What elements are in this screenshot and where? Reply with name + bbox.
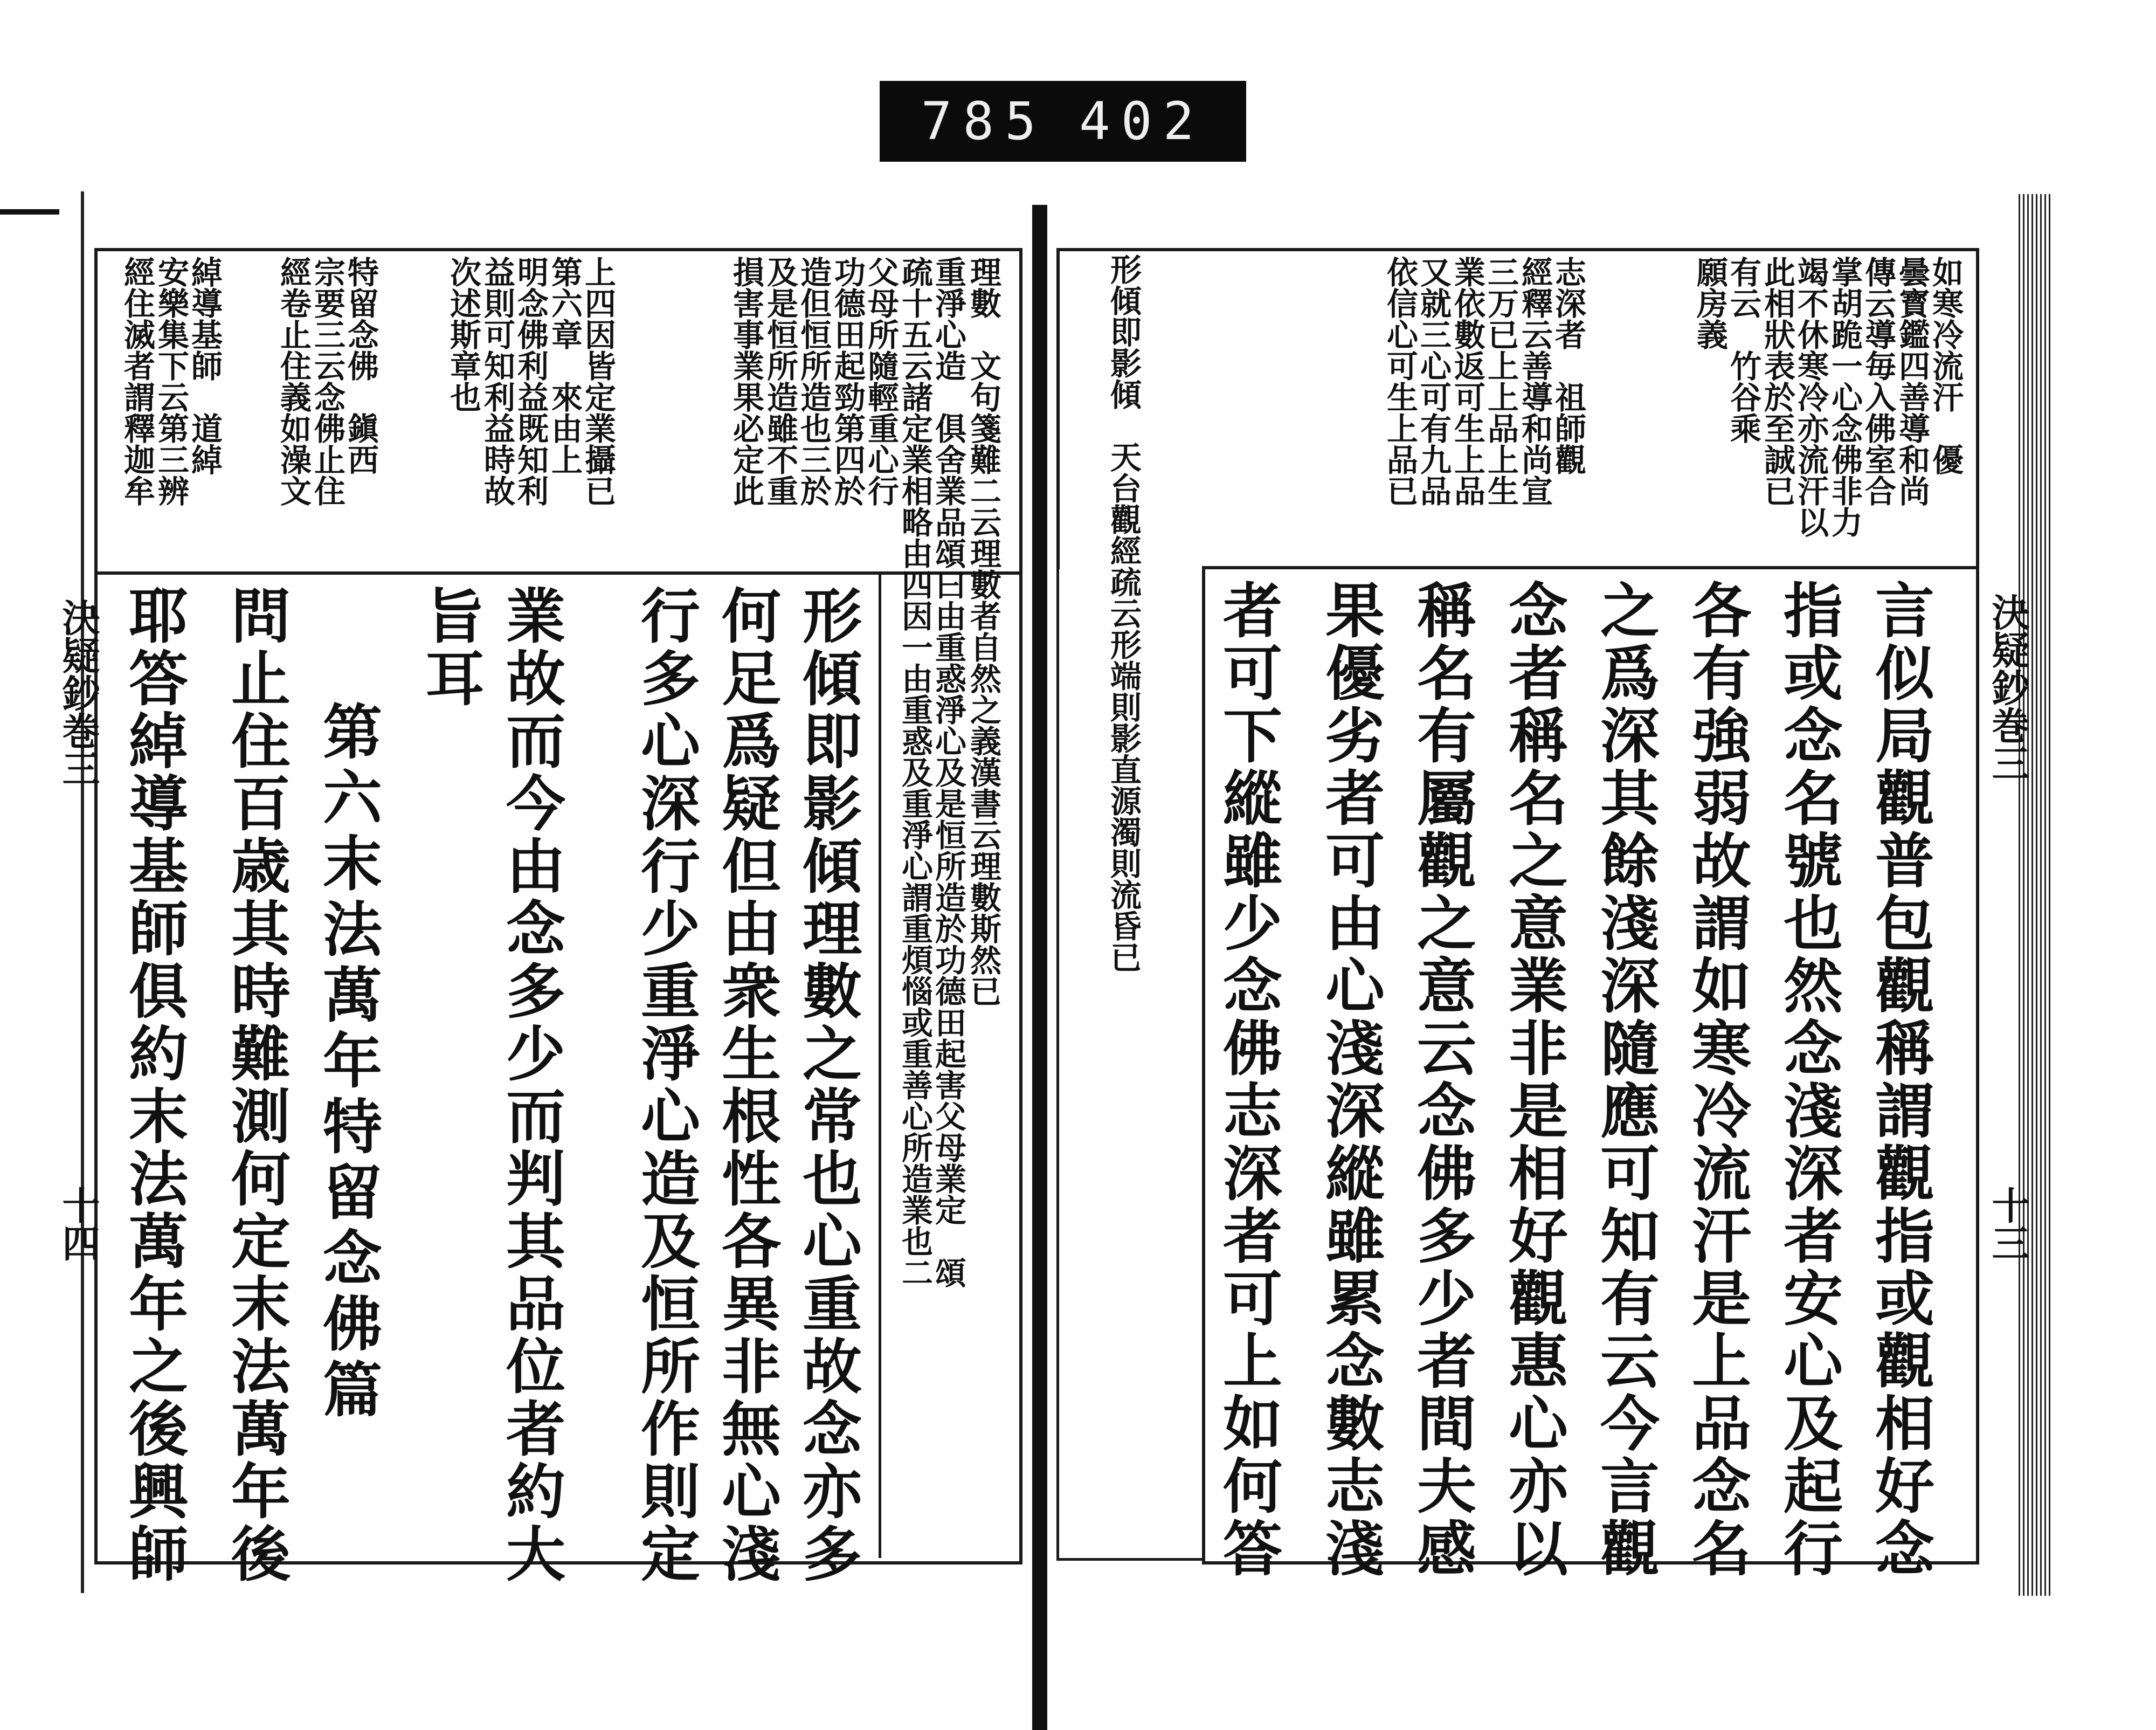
head-note: 有云 竹谷乘: [1725, 256, 1761, 444]
main-column: 各有強弱故謂如寒冷流汗是上品念名: [1682, 580, 1752, 1580]
main-column: 旨耳: [416, 585, 485, 710]
head-note: 此相狀表於至誠已: [1759, 256, 1795, 506]
head-note: 傳云導毎入佛室合: [1860, 256, 1896, 506]
main-column: 指或念名號也然念淺深者安心及起行: [1774, 580, 1843, 1580]
left-folio-number: 十四: [56, 1186, 101, 1262]
head-note: 疏十五云諸定業相略由四因一由重惑及重淨心謂重煩惱或重善心所造業也二: [896, 256, 933, 1288]
catalog-label: [880, 81, 1246, 162]
head-note: 業依數返可生上品: [1449, 256, 1485, 506]
head-note: 次述斯章也: [445, 256, 481, 412]
right-folio-number: 十三: [1986, 1186, 2030, 1262]
catalog-number-left: 785: [921, 91, 1047, 151]
head-note: 特留念佛 鎭西: [342, 256, 379, 475]
main-column: 果優劣者可由心淺深縱雖累念數志淺: [1316, 580, 1385, 1580]
head-note: 功德田起勁第四於: [829, 256, 866, 506]
head-note: 上四因皆定業攝已: [579, 256, 616, 506]
book-gutter: [1032, 205, 1047, 1730]
head-note: 綽導基師 道綽: [186, 256, 223, 475]
main-column: 耶答綽導基師俱約末法萬年之後興師: [119, 585, 189, 1586]
head-note: 志深者 祖師觀: [1550, 256, 1586, 475]
head-note: 宗要三云念佛止住: [309, 256, 345, 506]
head-note: 經釋云善導和尚宣: [1516, 256, 1553, 506]
catalog-number-right: 402: [1079, 91, 1205, 151]
main-column: 行多心深行少重淨心造及恒所作則定: [631, 585, 701, 1586]
right-margin-title: 決疑鈔巻三: [1986, 593, 2030, 782]
head-note: 益則可知利益時故: [479, 256, 515, 506]
right-sidenote-frame: [1056, 1558, 1205, 1561]
main-column: 言似局觀普包觀稱謂觀指或觀相好念: [1865, 580, 1935, 1580]
main-column: 稱名有屬觀之意云念佛多少者間夫感: [1407, 580, 1477, 1580]
chapter-title: 第六末法萬年特留念佛篇: [313, 701, 383, 1424]
head-note: 損害事業果必定此: [728, 256, 764, 506]
head-note: 造但恒所造也三於: [795, 256, 832, 506]
page-edges-right: [2019, 194, 2051, 1596]
main-column: 業故而今由念多少而判其品位者約大: [496, 585, 566, 1586]
left-edge-mark: [0, 209, 59, 215]
head-note: 第六章 來由上: [546, 256, 583, 475]
head-note: 明念佛利益既知利: [512, 256, 549, 506]
head-note: 竭不休寒冷亦流汗以: [1792, 256, 1829, 537]
head-note: 及是恒所造雖不重: [762, 256, 798, 506]
head-note: 又就三心可有九品: [1415, 256, 1452, 506]
side-note: 形傾即影傾 天台觀經疏云形端則影直源濁則流昏已: [1105, 253, 1142, 973]
head-note: 曇寳鑑四善導和尚: [1894, 256, 1930, 506]
head-note: 掌胡跪一心念佛非力: [1826, 256, 1863, 537]
main-column: 形傾即影傾理數之常也心重故念亦多: [793, 585, 862, 1586]
main-column: 問止住百歳其時難測何定末法萬年後: [222, 585, 291, 1586]
head-note: 如寒冷流汗 優: [1927, 256, 1964, 475]
right-sidenote-edge: [1056, 248, 1059, 1561]
main-column: 者可下縱雖少念佛志深者可上如何答: [1213, 580, 1283, 1580]
head-note: 理數 文句箋難二云理數者自然之義漢書云理數斯然已: [965, 256, 1001, 1007]
head-note: 經住滅者謂釋迦牟: [119, 256, 155, 506]
head-note: 父母所隨輕重心行: [862, 256, 899, 506]
main-column: 念者稱名之意業非是相好觀惠心亦以: [1499, 580, 1568, 1580]
head-note: 依信心可生上品已: [1381, 256, 1418, 506]
head-note: 願房義: [1691, 256, 1728, 350]
head-note: 重淨心造 俱舍業品頌曰由重惑淨心及是恒所造於功德田起害父母業定 頌: [930, 256, 966, 1288]
head-note: 經卷止住義如澡文: [275, 256, 312, 506]
main-column: 何足爲疑但由衆生根性各異非無心淺: [712, 585, 782, 1586]
left-margin-title: 決疑鈔巻三: [56, 598, 101, 787]
head-note: 三万已上上品上生: [1482, 256, 1519, 506]
main-column: 之爲深其餘淺深隨應可知有云今言觀: [1591, 580, 1660, 1580]
left-commentary-divider: [879, 571, 881, 1558]
head-note: 安樂集下云第三辨: [153, 256, 189, 506]
